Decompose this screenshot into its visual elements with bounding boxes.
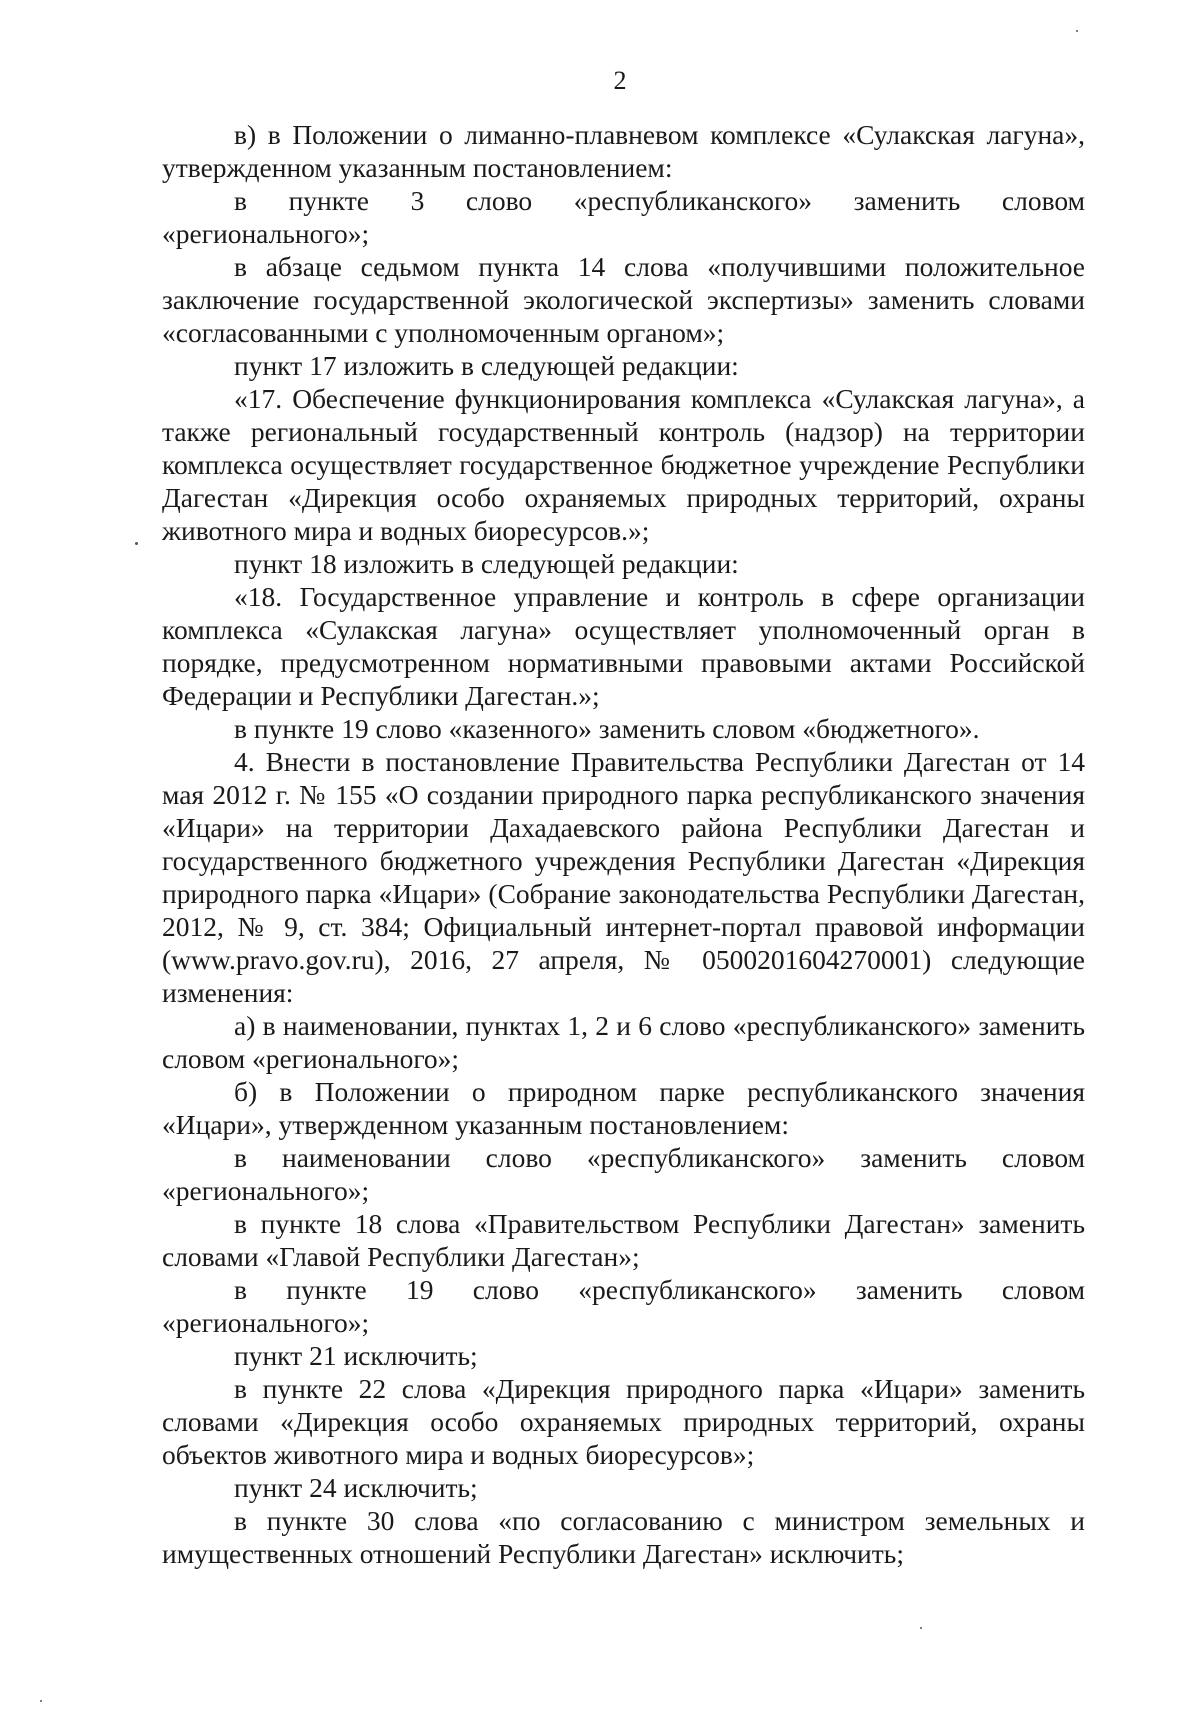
paragraph-4a: а) в наименовании, пунктах 1, 2 и 6 слово «республиканского» заменить словом «регионального»; (162, 1010, 1085, 1074)
paragraph-item-17-intro: пункт 17 изложить в следующей редакции: (234, 350, 739, 381)
scan-speck (135, 542, 138, 545)
paragraph-3v-header: в) в Положении о лиманно-плавневом комплексе «Сулакская лагуна», утвержденном указанным постановлением: (162, 119, 1085, 183)
paragraph-item-18-intro: пункт 18 изложить в следующей редакции: (234, 548, 739, 579)
paragraph-4b-item-18: в пункте 18 слова «Правительством Республики Дагестан» заменить словами «Главой Республики Дагестан»; (162, 1208, 1085, 1272)
paragraph-4b-name: в наименовании слово «республиканского» заменить словом «регионального»; (162, 1142, 1085, 1206)
paragraph-item-18-text: «18. Государственное управление и контроль в сфере организации комплекса «Сулакская лагуна» осуществляет уполномоченный орган в порядке, предусмотренном нормативными правовыми актами Российской Федерации и Республики Дагестан.»; (162, 581, 1085, 711)
paragraph-item-3: в пункте 3 слово «республиканского» заменить словом «регионального»; (162, 185, 1085, 249)
paragraph-4b-item-22: в пункте 22 слова «Дирекция природного парка «Ицари» заменить словами «Дирекция особо охраняемых природных территорий, охраны объектов животного мира и водных биоресурсов»; (162, 1373, 1085, 1470)
paragraph-4b-item-19: в пункте 19 слово «республиканского» заменить словом «регионального»; (162, 1274, 1085, 1338)
paragraph-4b-item-21: пункт 21 исключить; (234, 1340, 478, 1371)
scan-speck (920, 1627, 922, 1629)
paragraph-item-17-text: «17. Обеспечение функционирования комплекса «Сулакская лагуна», а также региональный государственный контроль (надзор) на территории комплекса осуществляет государственное бюджетное учреждение Республики Дагестан «Дирекция особо охраняемых природных территорий, охраны животного мира и водных биоресурсов.»; (162, 383, 1085, 546)
paragraph-4b-item-24: пункт 24 исключить; (234, 1472, 478, 1503)
paragraph-section-4: 4. Внести в постановление Правительства Республики Дагестан от 14 мая 2012 г. № 155 «О создании природного парка республиканского значения «Ицари» на территории Дахадаевского района Республики Дагестан и государственного бюджетного учреждения Республики Дагестан «Дирекция природного парка «Ицари» (Собрание законодательства Республики Дагестан, 2012, № 9, ст. 384; Официальный интернет-портал правовой информации (www.pravo.gov.ru), 2016, 27 апреля, № 0500201604270001) следующие изменения: (162, 746, 1085, 1008)
paragraph-item-14: в абзаце седьмом пункта 14 слова «получившими положительное заключение государственной экологической экспертизы» заменить словами «согласованными с уполномоченным органом»; (162, 251, 1085, 348)
paragraph-item-19: в пункте 19 слово «казенного» заменить словом «бюджетного». (234, 713, 980, 744)
document-body (162, 118, 1085, 1570)
paragraph-4b-item-30: в пункте 30 слова «по согласованию с министром земельных и имущественных отношений Республики Дагестан» исключить; (162, 1505, 1085, 1569)
page-number: 2 (613, 66, 627, 95)
scan-speck (40, 1700, 42, 1702)
paragraph-4b: б) в Положении о природном парке республиканского значения «Ицари», утвержденном указанным постановлением: (162, 1076, 1085, 1140)
scan-speck (1076, 30, 1078, 32)
